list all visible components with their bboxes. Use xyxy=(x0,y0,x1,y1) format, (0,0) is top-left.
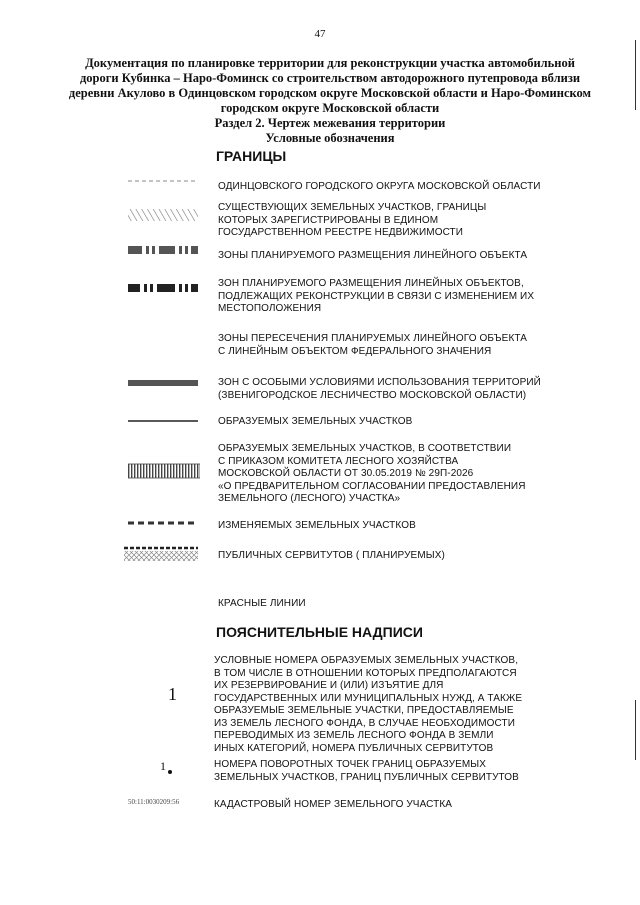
crosshatch-band-icon xyxy=(124,545,198,563)
hatched-band-icon xyxy=(128,206,198,224)
cadastral-sample: 50:11:0030209:56 xyxy=(128,798,180,806)
title-line: дороги Кубинка – Наро-Фоминск со строительством автодорожного путепровода вблизи xyxy=(79,71,581,85)
note-turning-points: НОМЕРА ПОВОРОТНЫХ ТОЧЕК ГРАНИЦ ОБРАЗУЕМЫХ ЗЕМЕЛЬНЫХ УЧАСТКОВ, ГРАНИЦ ПУБЛИЧНЫХ СЕРВИТУТОВ xyxy=(214,759,519,783)
note-parcel-numbers: УСЛОВНЫЕ НОМЕРА ОБРАЗУЕМЫХ ЗЕМЕЛЬНЫХ УЧАСТКОВ, В ТОМ ЧИСЛЕ В ОТНОШЕНИИ КОТОРЫХ ПРЕДПОЛАГАЮТСЯ ИХ РЕЗЕРВИРОВАНИЕ И (ИЛИ) ИЗЪЯТИЕ ДЛЯ ГОСУДАРСТВЕННЫХ ИЛИ МУНИЦИПАЛЬНЫХ НУЖД, А ТАКЖЕ ОБРАЗУЕМЫЕ ЗЕМЕЛЬНЫЕ УЧАСТКИ, ПРЕДОСТАВЛЯЕМЫЕ ИЗ ЗЕМЕЛЬ ЛЕСНОГО ФОНДА, В СЛУЧАЕ НЕОБХОДИМОСТИ ПЕРЕВОДИМЫХ ИЗ ЗЕМЕЛЬ ЛЕСНОГО ФОНДА В ЗЕМЛИ ИНЫХ КАТЕГОРИЙ, НОМЕРА ПУБЛИЧНЫХ СЕРВИТУТОВ xyxy=(214,655,523,754)
legend-intersection-zone: ЗОНЫ ПЕРЕСЕЧЕНИЯ ПЛАНИРУЕМЫХ ЛИНЕЙНОГО ОБЪЕКТА С ЛИНЕЙНЫМ ОБЪЕКТОМ ФЕДЕРАЛЬНОГО ЗНАЧЕНИЯ xyxy=(218,333,528,357)
legend-formed-parcels: ОБРАЗУЕМЫХ ЗЕМЕЛЬНЫХ УЧАСТКОВ xyxy=(218,416,413,427)
legend-formed-forest-parcels: ОБРАЗУЕМЫХ ЗЕМЕЛЬНЫХ УЧАСТКОВ, В СООТВЕТСТВИИ С ПРИКАЗОМ КОМИТЕТА ЛЕСНОГО ХОЗЯЙСТВА МОСКОВСКОЙ ОБЛАСТИ ОТ 30.05.2019 № 29П-2026 «О ПРЕДВАРИТЕЛЬНОМ СОГЛАСОВАНИИ ПРЕДОСТАВЛЕНИЯ ЗЕМЕЛЬНОГО (ЛЕСНОГО) УЧАСТКА» xyxy=(218,443,526,504)
scan-edge-mark xyxy=(635,40,636,110)
thick-solid-line-icon xyxy=(128,378,198,388)
legend-planned-zone: ЗОНЫ ПЛАНИРУЕМОГО РАЗМЕЩЕНИЯ ЛИНЕЙНОГО ОБЪЕКТА xyxy=(218,250,528,261)
legend-odintsovo: ОДИНЦОВСКОГО ГОРОДСКОГО ОКРУГА МОСКОВСКОЙ ОБЛАСТИ xyxy=(218,181,541,192)
borders-heading: ГРАНИЦЫ xyxy=(216,148,287,164)
section-title: Раздел 2. Чертеж межевания территории xyxy=(214,116,446,130)
dash-dot-line-icon xyxy=(128,244,198,256)
legend-red-lines: КРАСНЫЕ ЛИНИИ xyxy=(218,598,306,609)
legend-subtitle: Условные обозначения xyxy=(265,131,395,145)
page-number: 47 xyxy=(314,28,326,40)
turning-point-dot-icon xyxy=(168,770,172,774)
parcel-number-sample: 1 xyxy=(168,684,177,704)
striped-band-icon xyxy=(128,462,200,480)
legend-reconstruct-zone: ЗОН ПЛАНИРУЕМОГО РАЗМЕЩЕНИЯ ЛИНЕЙНЫХ ОБЪЕКТОВ, ПОДЛЕЖАЩИХ РЕКОНСТРУКЦИИ В СВЯЗИ С ИЗМЕНЕНИЕМ ИХ МЕСТОПОЛОЖЕНИЯ xyxy=(218,278,535,314)
note-cadastral-number: КАДАСТРОВЫЙ НОМЕР ЗЕМЕЛЬНОГО УЧАСТКА xyxy=(214,799,453,810)
scan-edge-mark xyxy=(635,700,636,760)
legend-special-conditions: ЗОН С ОСОБЫМИ УСЛОВИЯМИ ИСПОЛЬЗОВАНИЯ ТЕРРИТОРИЙ (ЗВЕНИГОРОДСКОЕ ЛЕСНИЧЕСТВО МОСКОВСКОЙ ОБЛАСТИ) xyxy=(218,377,541,401)
title-line: деревни Акулово в Одинцовском городском округе Московской области и Наро-Фоминском xyxy=(68,86,592,100)
notes-heading: ПОЯСНИТЕЛЬНЫЕ НАДПИСИ xyxy=(216,624,423,640)
legend-changed-parcels: ИЗМЕНЯЕМЫХ ЗЕМЕЛЬНЫХ УЧАСТКОВ xyxy=(218,520,416,531)
turning-point-sample: 1 xyxy=(160,759,172,774)
solid-line-icon xyxy=(128,418,198,424)
document-header xyxy=(60,56,600,146)
bold-dash-dot-line-icon xyxy=(128,282,198,294)
thin-dashed-line-icon xyxy=(128,176,198,186)
title-line: городском округе Московской области xyxy=(220,101,440,115)
legend-existing-parcels: СУЩЕСТВУЮЩИХ ЗЕМЕЛЬНЫХ УЧАСТКОВ, ГРАНИЦЫ КОТОРЫХ ЗАРЕГИСТРИРОВАНЫ В ЕДИНОМ ГОСУДАРСТВЕННОМ РЕЕСТРЕ НЕДВИЖИМОСТИ xyxy=(218,202,487,238)
legend-servitudes: ПУБЛИЧНЫХ СЕРВИТУТОВ ( ПЛАНИРУЕМЫХ) xyxy=(218,550,445,561)
dashed-line-icon xyxy=(128,519,198,527)
title-line: Документация по планировке территории для реконструкции участка автомобильной xyxy=(85,56,575,70)
